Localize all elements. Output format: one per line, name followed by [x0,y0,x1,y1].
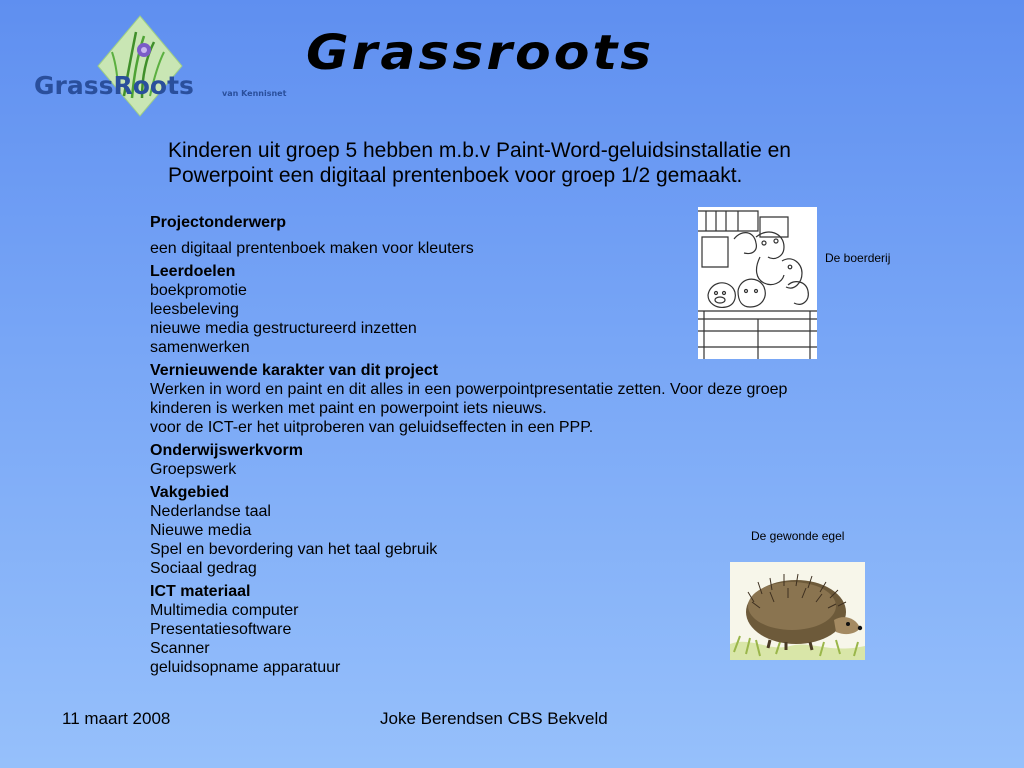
section-line: leesbeleving [150,301,239,318]
section-line: Multimedia computer [150,602,299,619]
section-heading: Projectonderwerp [150,214,287,231]
hedgehog-caption: De gewonde egel [751,529,845,543]
section-line: Sociaal gedrag [150,560,257,577]
hedgehog-image [730,562,865,660]
slide-title: Grassroots [306,26,655,82]
section-line: Werken in word en paint en dit alles in een powerpointpresentatie zetten. Voor deze groep [150,381,788,398]
intro-paragraph [168,138,948,188]
section-line: samenwerken [150,339,250,356]
logo-brand-text: GrassRoots [34,71,194,100]
section-heading: ICT materiaal [150,583,251,600]
section-line: Nieuwe media [150,522,252,539]
farm-caption: De boerderij [825,251,891,265]
section-line: kinderen is werken met paint en powerpoint iets nieuws. [150,400,547,417]
intro-line-1: Kinderen uit groep 5 hebben m.b.v Paint-Word-geluidsinstallatie en [168,139,791,162]
section-heading: Onderwijswerkvorm [150,442,303,459]
section-line: boekpromotie [150,282,247,299]
intro-line-2: Powerpoint een digitaal prentenboek voor groep 1/2 gemaakt. [168,164,743,187]
section-heading: Leerdoelen [150,263,236,280]
section-line: Scanner [150,640,210,657]
farm-drawing-image [698,207,817,359]
section-line: voor de ICT-er het uitproberen van geluidseffecten in een PPP. [150,419,594,436]
section-line: Groepswerk [150,461,237,478]
section-heading: Vernieuwende karakter van dit project [150,362,439,379]
section-line: Spel en bevordering van het taal gebruik [150,541,438,558]
section-heading: Vakgebied [150,484,230,501]
section-line: Nederlandse taal [150,503,271,520]
section-line: een digitaal prentenboek maken voor kleuters [150,240,474,257]
section-line: nieuwe media gestructureerd inzetten [150,320,417,337]
logo-tagline-text: van Kennisnet [222,89,287,98]
section-onderwijswerkvorm [150,441,970,479]
section-line: geluidsopname apparatuur [150,659,341,676]
footer-author: Joke Berendsen CBS Bekveld [380,709,608,728]
section-vernieuwend [150,361,970,437]
section-leerdoelen [150,262,970,357]
footer-date: 11 maart 2008 [62,709,171,728]
grassroots-logo [32,12,310,120]
section-line: Presentatiesoftware [150,621,292,638]
